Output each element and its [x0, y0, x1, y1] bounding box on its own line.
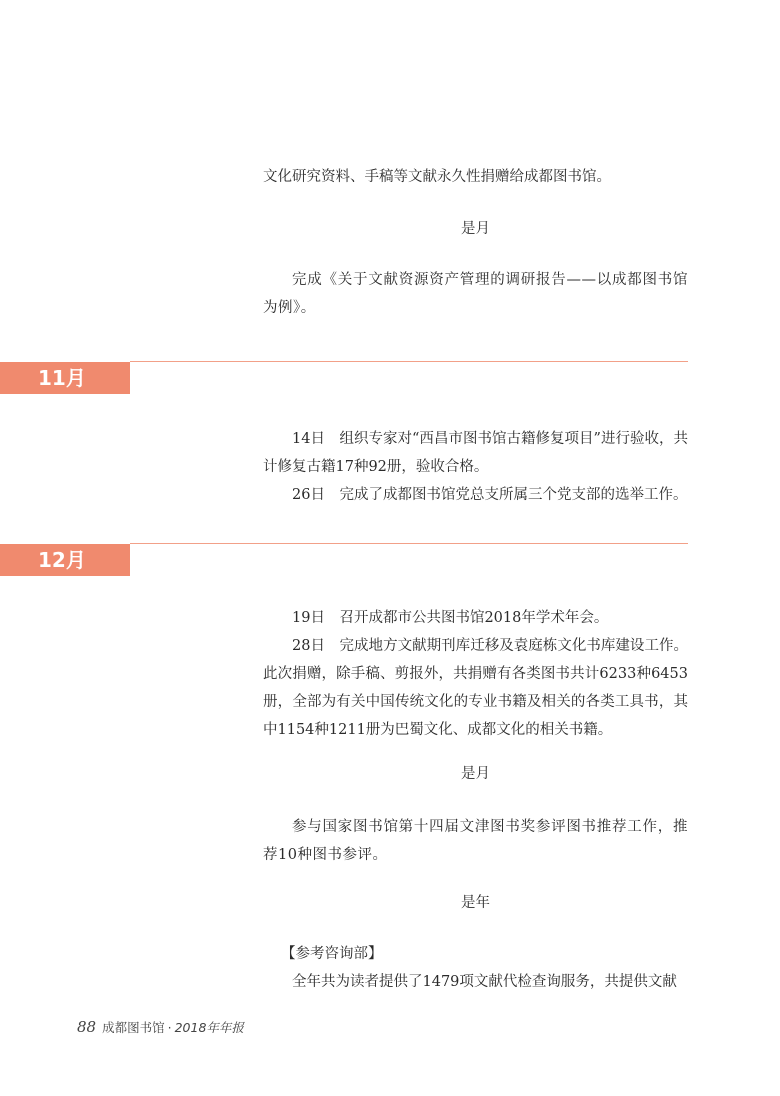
month-tab-november: 11月 — [0, 362, 130, 394]
paragraph: 参与国家图书馆第十四届文津图书奖参评图书推荐工作，推荐10种图书参评。 — [263, 819, 688, 863]
section-heading-month: 是月 — [461, 221, 490, 237]
paragraph: 完成《关于文献资源资产管理的调研报告——以成都图书馆为例》。 — [263, 272, 688, 316]
paragraph: 文化研究资料、手稿等文献永久性捐赠给成都图书馆。 — [263, 169, 611, 185]
department-heading: 【参考咨询部】 — [281, 946, 383, 962]
month-divider-line — [130, 361, 688, 362]
footer-separator: · — [167, 1020, 172, 1035]
section-heading-month: 是月 — [461, 766, 490, 782]
paragraph: 26日 完成了成都图书馆党总支所属三个党支部的选举工作。 — [292, 487, 688, 503]
footer-library-name: 成都图书馆 — [102, 1020, 165, 1035]
paragraph: 全年共为读者提供了1479项文献代检查询服务，共提供文献 — [292, 974, 677, 990]
paragraph: 28日 完成地方文献期刊库迁移及袁庭栋文化书库建设工作。此次捐赠，除手稿、剪报外，共捐赠有各类图书共计6233种6453册，全部为有关中国传统文化的专业书籍及相关的各类工具书，其中1154种1211册为巴蜀文化、成都文化的相关书籍。 — [263, 638, 688, 738]
page-footer — [77, 1018, 244, 1036]
paragraph: 14日 组织专家对“西昌市图书馆古籍修复项目”进行验收，共计修复古籍17种92册，验收合格。 — [263, 431, 688, 475]
footer-report-title: 2018年年报 — [174, 1020, 244, 1035]
section-heading-year: 是年 — [461, 895, 490, 911]
month-tab-december: 12月 — [0, 544, 130, 576]
month-divider-line — [130, 543, 688, 544]
paragraph: 19日 召开成都市公共图书馆2018年学术年会。 — [292, 610, 609, 626]
page-number: 88 — [77, 1018, 97, 1036]
